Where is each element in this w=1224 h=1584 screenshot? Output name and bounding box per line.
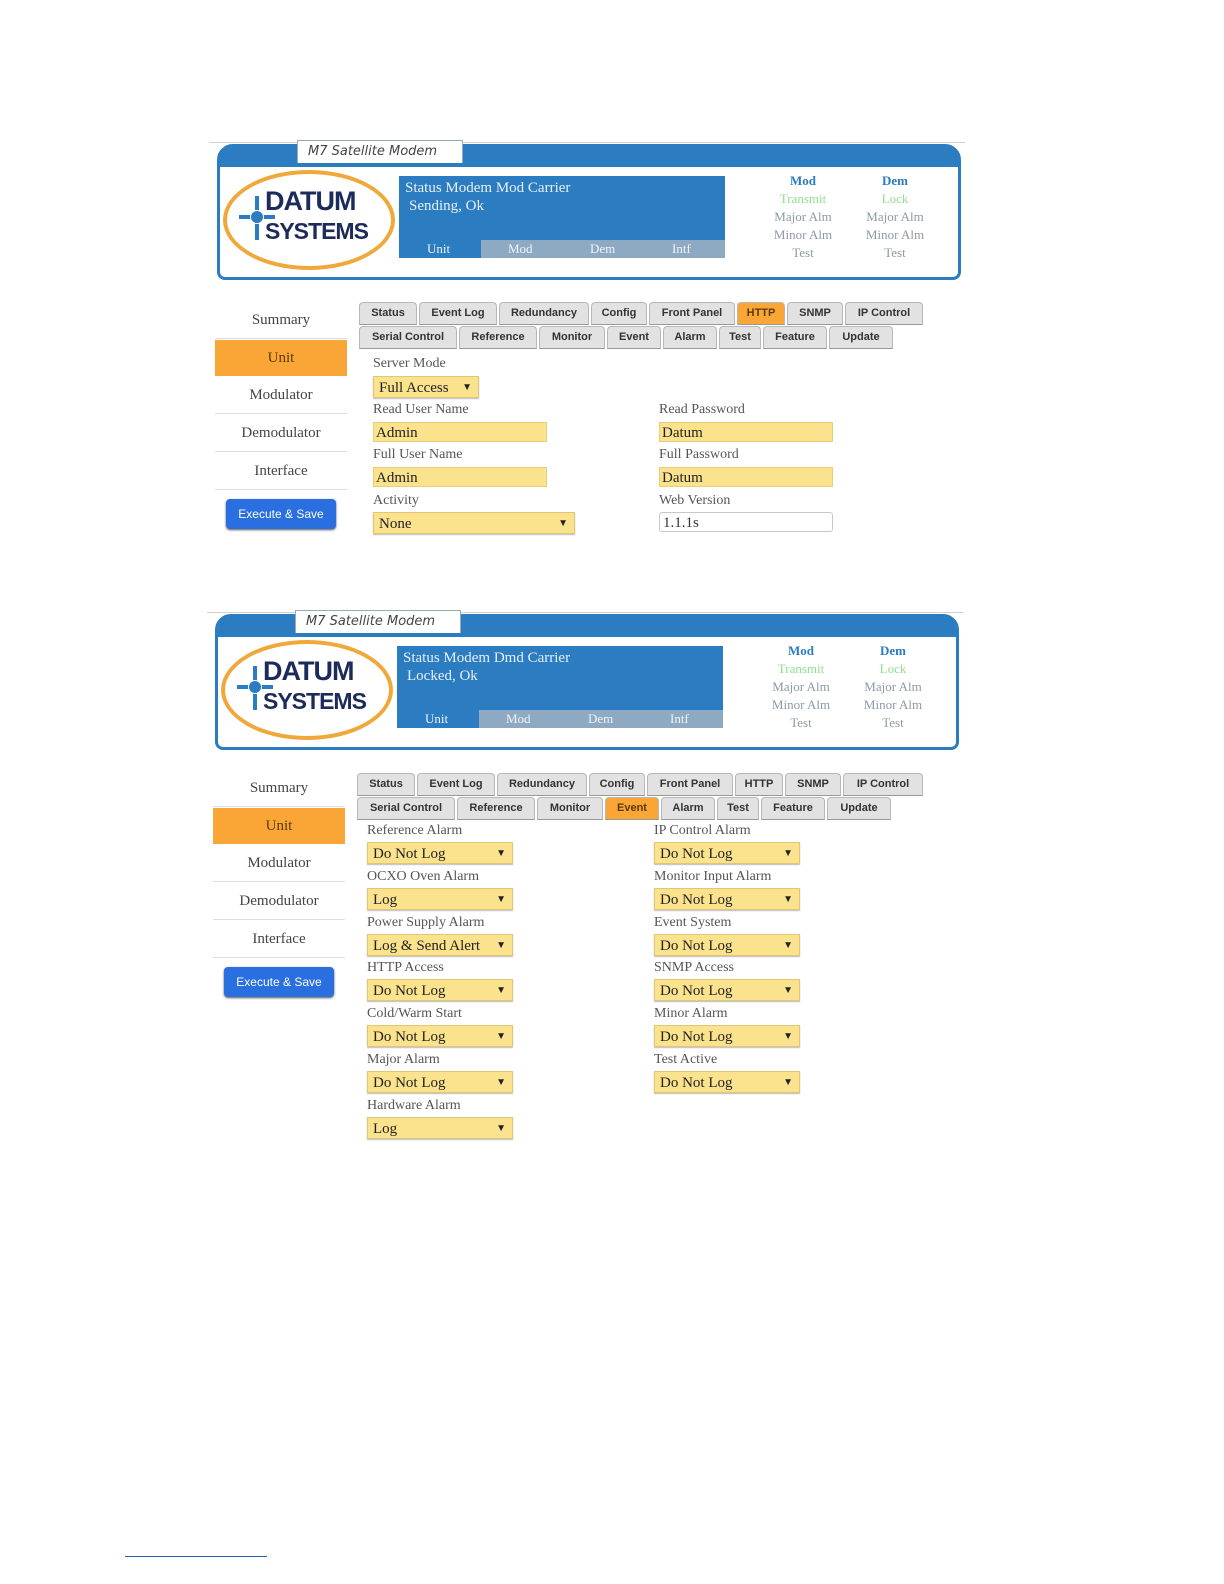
- full-password-input[interactable]: Datum: [659, 467, 833, 487]
- sidebar-item-summary[interactable]: Summary: [213, 770, 345, 807]
- sidebar-item-interface[interactable]: Interface: [213, 921, 345, 958]
- event-label: Power Supply Alarm: [367, 915, 485, 930]
- tab-feature[interactable]: Feature: [763, 326, 827, 349]
- tab-event[interactable]: Event: [605, 797, 659, 820]
- tab-config[interactable]: Config: [591, 302, 647, 325]
- dropdown-arrow-icon: ▼: [783, 848, 793, 859]
- tab-snmp[interactable]: SNMP: [785, 773, 841, 796]
- datum-logo: [223, 170, 395, 270]
- dem-indicators: Dem Lock Major Alm Minor Alm Test: [863, 643, 923, 730]
- sidebar-item-modulator[interactable]: Modulator: [213, 845, 345, 882]
- event-select[interactable]: Do Not Log ▼: [654, 888, 800, 910]
- dropdown-arrow-icon: ▼: [496, 1077, 506, 1088]
- server-mode-select[interactable]: Full Access ▼: [373, 376, 479, 398]
- sidebar-item-demodulator[interactable]: Demodulator: [215, 415, 347, 452]
- event-label: IP Control Alarm: [654, 823, 751, 838]
- tab-event-log[interactable]: Event Log: [417, 773, 495, 796]
- tab-redundancy[interactable]: Redundancy: [499, 302, 589, 325]
- status-display: [399, 176, 725, 258]
- sidebar-item-modulator[interactable]: Modulator: [215, 377, 347, 414]
- tab-status[interactable]: Status: [359, 302, 417, 325]
- event-label: Reference Alarm: [367, 823, 463, 838]
- tab-ip-control[interactable]: IP Control: [845, 302, 923, 325]
- tab-alarm[interactable]: Alarm: [663, 326, 717, 349]
- activity-label: Activity: [373, 493, 419, 508]
- tab-serial-control[interactable]: Serial Control: [357, 797, 455, 820]
- tab-reference[interactable]: Reference: [459, 326, 537, 349]
- logo-line1: DATUM: [265, 186, 356, 216]
- dropdown-arrow-icon: ▼: [783, 894, 793, 905]
- logo-line2: SYSTEMS: [265, 218, 368, 244]
- sidebar-item-summary[interactable]: Summary: [215, 302, 347, 339]
- logo-line2: SYSTEMS: [263, 688, 366, 714]
- event-select[interactable]: Log ▼: [367, 1117, 513, 1139]
- tab-snmp[interactable]: SNMP: [787, 302, 843, 325]
- web-version-label: Web Version: [659, 493, 731, 508]
- status-tab-mod[interactable]: Mod: [506, 711, 531, 726]
- dropdown-arrow-icon: ▼: [496, 1123, 506, 1134]
- event-select[interactable]: Do Not Log ▼: [654, 1071, 800, 1093]
- tab-front-panel[interactable]: Front Panel: [649, 302, 735, 325]
- tab-test[interactable]: Test: [717, 797, 759, 820]
- sidebar-item-demodulator[interactable]: Demodulator: [213, 883, 345, 920]
- status-tab-dem[interactable]: Dem: [590, 241, 616, 256]
- tab-feature[interactable]: Feature: [761, 797, 825, 820]
- full-password-label: Full Password: [659, 447, 739, 462]
- event-label: Cold/Warm Start: [367, 1006, 462, 1021]
- dem-indicators: Dem Lock Major Alm Minor Alm Test: [865, 173, 925, 260]
- read-user-input[interactable]: Admin: [373, 422, 547, 442]
- read-user-label: Read User Name: [373, 402, 469, 417]
- event-label: Event System: [654, 915, 732, 930]
- event-select[interactable]: Do Not Log ▼: [654, 1025, 800, 1047]
- sidebar-item-interface[interactable]: Interface: [215, 453, 347, 490]
- tab-http[interactable]: HTTP: [735, 773, 783, 796]
- tab-test[interactable]: Test: [719, 326, 761, 349]
- event-select[interactable]: Do Not Log ▼: [654, 979, 800, 1001]
- sidebar-item-unit[interactable]: Unit: [213, 808, 345, 844]
- tab-config[interactable]: Config: [589, 773, 645, 796]
- full-user-label: Full User Name: [373, 447, 463, 462]
- status-tab-intf[interactable]: Intf: [670, 711, 689, 726]
- status-tab-dem[interactable]: Dem: [588, 711, 614, 726]
- execute-save-button[interactable]: Execute & Save: [224, 967, 334, 997]
- event-label: HTTP Access: [367, 960, 444, 975]
- tab-reference[interactable]: Reference: [457, 797, 535, 820]
- datum-logo: [221, 640, 393, 740]
- event-label: Major Alarm: [367, 1052, 440, 1067]
- event-select[interactable]: Do Not Log ▼: [367, 979, 513, 1001]
- logo-line1: DATUM: [263, 656, 354, 686]
- status-tab-unit[interactable]: Unit: [425, 711, 449, 726]
- tab-update[interactable]: Update: [829, 326, 893, 349]
- dropdown-arrow-icon: ▼: [496, 894, 506, 905]
- tab-alarm[interactable]: Alarm: [661, 797, 715, 820]
- status-line1: Status Modem Dmd Carrier: [403, 650, 571, 666]
- tab-ip-control[interactable]: IP Control: [843, 773, 923, 796]
- event-label: SNMP Access: [654, 960, 734, 975]
- event-label: OCXO Oven Alarm: [367, 869, 479, 884]
- tab-monitor[interactable]: Monitor: [537, 797, 603, 820]
- status-tab-unit[interactable]: Unit: [427, 241, 451, 256]
- activity-select[interactable]: None ▼: [373, 512, 575, 534]
- event-select[interactable]: Log ▼: [367, 888, 513, 910]
- dropdown-arrow-icon: ▼: [496, 848, 506, 859]
- dropdown-arrow-icon: ▼: [783, 940, 793, 951]
- tab-event[interactable]: Event: [607, 326, 661, 349]
- sidebar: [215, 302, 347, 529]
- sidebar: [213, 770, 345, 997]
- tab-status[interactable]: Status: [357, 773, 415, 796]
- server-mode-label: Server Mode: [373, 356, 446, 371]
- window-title: M7 Satellite Modem: [297, 140, 463, 163]
- dropdown-arrow-icon: ▼: [783, 1031, 793, 1042]
- modem-header: [213, 612, 957, 750]
- event-label: Minor Alarm: [654, 1006, 728, 1021]
- event-select[interactable]: Do Not Log ▼: [654, 842, 800, 864]
- event-select[interactable]: Do Not Log ▼: [367, 1025, 513, 1047]
- modem-panel-event: [205, 612, 975, 1172]
- execute-save-button[interactable]: Execute & Save: [226, 499, 336, 529]
- tab-monitor[interactable]: Monitor: [539, 326, 605, 349]
- dropdown-arrow-icon: ▼: [496, 985, 506, 996]
- tab-serial-control[interactable]: Serial Control: [359, 326, 457, 349]
- dropdown-arrow-icon: ▼: [783, 1077, 793, 1088]
- tab-redundancy[interactable]: Redundancy: [497, 773, 587, 796]
- mod-indicators: Mod Transmit Major Alm Minor Alm Test: [771, 643, 831, 730]
- status-line2: Sending, Ok: [409, 198, 484, 214]
- dropdown-arrow-icon: ▼: [558, 518, 568, 529]
- read-password-input[interactable]: Datum: [659, 422, 833, 442]
- window-title: M7 Satellite Modem: [295, 610, 461, 633]
- status-tabs: [397, 710, 723, 728]
- event-label: Hardware Alarm: [367, 1098, 461, 1113]
- footnote-rule: [125, 1556, 267, 1557]
- dropdown-arrow-icon: ▼: [496, 1031, 506, 1042]
- full-user-input[interactable]: Admin: [373, 467, 547, 487]
- dropdown-arrow-icon: ▼: [462, 382, 472, 393]
- event-select[interactable]: Do Not Log ▼: [367, 1071, 513, 1093]
- tab-event-log[interactable]: Event Log: [419, 302, 497, 325]
- tab-http[interactable]: HTTP: [737, 302, 785, 325]
- status-line2: Locked, Ok: [407, 668, 478, 684]
- status-display: [397, 646, 723, 728]
- web-version-field: 1.1.1s: [659, 512, 833, 532]
- dropdown-arrow-icon: ▼: [783, 985, 793, 996]
- status-line1: Status Modem Mod Carrier: [405, 180, 571, 196]
- read-password-label: Read Password: [659, 402, 745, 417]
- status-tabs: [399, 240, 725, 258]
- event-select[interactable]: Do Not Log ▼: [367, 842, 513, 864]
- sidebar-item-unit[interactable]: Unit: [215, 340, 347, 376]
- event-select[interactable]: Log & Send Alert ▼: [367, 934, 513, 956]
- tab-front-panel[interactable]: Front Panel: [647, 773, 733, 796]
- status-tab-mod[interactable]: Mod: [508, 241, 533, 256]
- event-label: Test Active: [654, 1052, 718, 1067]
- modem-header: [215, 142, 959, 280]
- dropdown-arrow-icon: ▼: [496, 940, 506, 951]
- tab-update[interactable]: Update: [827, 797, 891, 820]
- event-label: Monitor Input Alarm: [654, 869, 772, 884]
- status-tab-intf[interactable]: Intf: [672, 241, 691, 256]
- mod-indicators: Mod Transmit Major Alm Minor Alm Test: [773, 173, 833, 260]
- event-select[interactable]: Do Not Log ▼: [654, 934, 800, 956]
- modem-panel-http: [205, 142, 975, 572]
